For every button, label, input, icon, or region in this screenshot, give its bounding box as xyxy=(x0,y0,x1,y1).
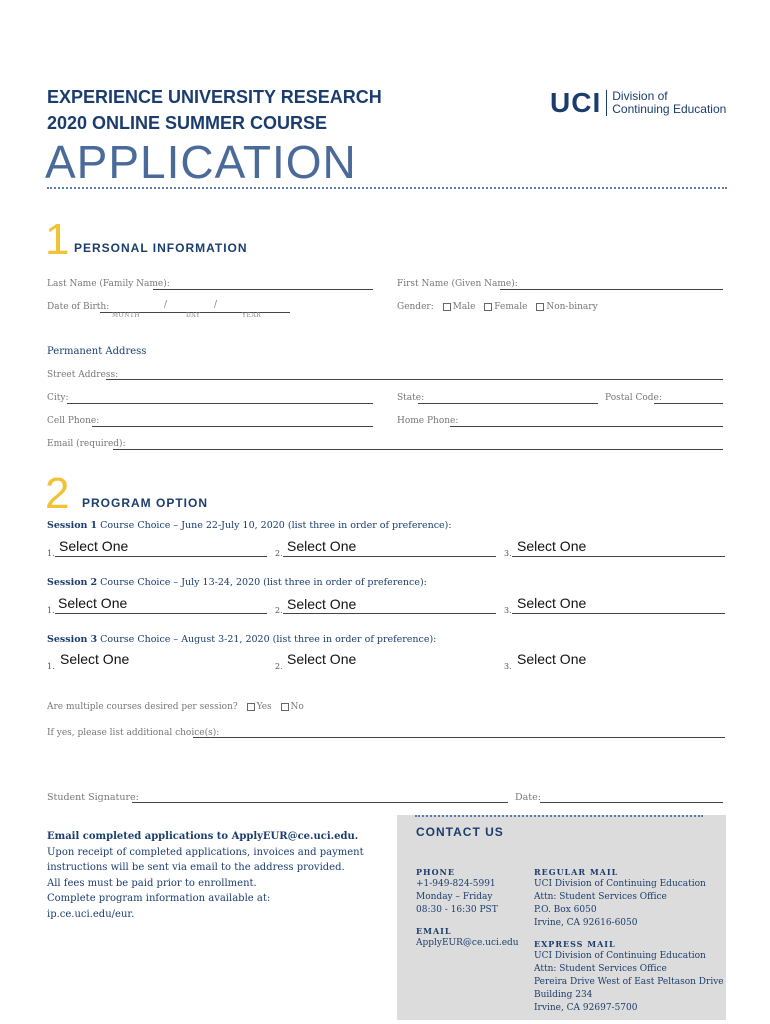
last-name-field[interactable] xyxy=(153,289,373,290)
dob-year-hint: YEAR xyxy=(242,312,262,319)
choice-number: 3. xyxy=(504,662,512,671)
email-label: Email (required): xyxy=(47,439,126,449)
city-label: City: xyxy=(47,393,69,403)
session-1-choice-2-underline xyxy=(283,556,496,557)
regular-mail-address: UCI Division of Continuing Education Attn: Student Services Office P.O. Box 6050 Irvine, CA 92616-6050 xyxy=(534,879,706,928)
contact-divider xyxy=(415,815,703,817)
dob-label: Date of Birth: xyxy=(47,302,110,312)
contact-box xyxy=(397,815,726,1020)
nonbinary-checkbox[interactable] xyxy=(536,303,544,311)
email-contact-label: EMAIL xyxy=(416,926,452,936)
choice-number: 2. xyxy=(275,549,283,558)
city-field[interactable] xyxy=(67,403,373,404)
dob-slash-1: / xyxy=(164,300,168,310)
additional-choices-field[interactable] xyxy=(193,737,725,738)
express-mail-label: EXPRESS MAIL xyxy=(534,939,616,949)
gender-label: Gender: xyxy=(397,302,434,312)
choice-number: 1. xyxy=(47,549,55,558)
choice-number: 1. xyxy=(47,662,55,671)
signature-label: Student Signature: xyxy=(47,792,139,803)
street-field[interactable] xyxy=(106,379,723,380)
dob-day-hint: DAY xyxy=(186,312,201,319)
cell-label: Cell Phone: xyxy=(47,416,100,426)
phone-value: +1-949-824-5991 Monday – Friday 08:30 - 16:30 PST xyxy=(416,879,498,915)
session-1-choice-2-select[interactable]: Select One xyxy=(287,538,357,554)
submission-instructions: Email completed applications to ApplyEUR@ce.uci.edu. Upon receipt of completed applications, invoices and payment instructions will be sent via email to the address provided. All fees must be paid prior to enrollment. Complete program information available at: ip.ce.uci.edu/eur. xyxy=(47,829,377,922)
express-mail-address: UCI Division of Continuing Education Attn: Student Services Office Pereira Drive West of East Peltason Drive Building 234 Irvine, CA 92697-5700 xyxy=(534,951,724,1013)
section-2-heading: PROGRAM OPTION xyxy=(82,496,209,510)
dob-month-hint: MONTH xyxy=(112,312,141,319)
male-label: Male xyxy=(452,302,476,312)
section-1-number: 1 xyxy=(45,215,70,264)
choice-number: 2. xyxy=(275,662,283,671)
phone-label: PHONE xyxy=(416,867,455,877)
uci-logo xyxy=(550,88,726,118)
additional-choices-label: If yes, please list additional choice(s): xyxy=(47,728,220,738)
logo-text: Division of Continuing Education xyxy=(612,89,727,116)
email-contact-value[interactable]: ApplyEUR@ce.uci.edu xyxy=(416,938,519,948)
female-checkbox[interactable] xyxy=(484,303,492,311)
session-2-choice-1-select[interactable]: Select One xyxy=(58,595,128,611)
choice-number: 2. xyxy=(275,606,283,615)
choice-number: 3. xyxy=(504,606,512,615)
section-1-heading: PERSONAL INFORMATION xyxy=(74,241,248,255)
signature-field[interactable] xyxy=(132,802,508,803)
permanent-address-heading: Permanent Address xyxy=(47,346,147,357)
first-name-field[interactable] xyxy=(500,289,723,290)
session-2-choice-3-select[interactable]: Select One xyxy=(517,595,587,611)
logo-mark: UCI xyxy=(550,87,602,118)
session-3-choice-3-select[interactable]: Select One xyxy=(517,651,587,667)
street-label: Street Address: xyxy=(47,370,119,380)
session-2-choice-2-select[interactable]: Select One xyxy=(287,596,357,612)
session-1-choice-3-select[interactable]: Select One xyxy=(517,538,587,554)
title-divider xyxy=(47,187,727,189)
session-2-label: Session 2 Course Choice – July 13-24, 2020 (list three in order of preference): xyxy=(47,577,427,588)
cell-field[interactable] xyxy=(92,426,373,427)
postal-field[interactable] xyxy=(654,403,723,404)
multiple-courses-question: Are multiple courses desired per session? xyxy=(47,702,238,712)
date-field[interactable] xyxy=(540,802,723,803)
choice-number: 1. xyxy=(47,606,55,615)
female-label: Female xyxy=(494,302,528,312)
yes-checkbox[interactable] xyxy=(247,703,255,711)
male-checkbox[interactable] xyxy=(443,303,451,311)
session-1-label: Session 1 Course Choice – June 22-July 10, 2020 (list three in order of preference): xyxy=(47,520,452,531)
first-name-label: First Name (Given Name): xyxy=(397,279,518,289)
session-2-choice-2-underline xyxy=(283,613,496,614)
session-1-choice-3-underline xyxy=(512,556,725,557)
state-label: State: xyxy=(397,393,425,403)
dob-slash-2: / xyxy=(214,300,218,310)
gender-group xyxy=(397,302,598,312)
no-label: No xyxy=(290,702,304,712)
session-3-label: Session 3 Course Choice – August 3-21, 2020 (list three in order of preference): xyxy=(47,634,437,645)
home-label: Home Phone: xyxy=(397,416,459,426)
section-2-number: 2 xyxy=(45,469,70,518)
postal-label: Postal Code: xyxy=(605,393,662,403)
no-checkbox[interactable] xyxy=(281,703,289,711)
session-3-choice-1-select[interactable]: Select One xyxy=(60,651,130,667)
header-line-2: 2020 ONLINE SUMMER COURSE xyxy=(47,113,328,133)
date-label: Date: xyxy=(515,792,541,803)
state-field[interactable] xyxy=(418,403,598,404)
choice-number: 3. xyxy=(504,549,512,558)
regular-mail-label: REGULAR MAIL xyxy=(534,867,619,877)
nonbinary-label: Non-binary xyxy=(546,302,598,312)
last-name-label: Last Name (Family Name): xyxy=(47,279,170,289)
home-field[interactable] xyxy=(450,426,723,427)
multiple-courses-group xyxy=(47,702,304,712)
program-info-link[interactable]: ip.ce.uci.edu/eur. xyxy=(47,908,135,920)
session-2-choice-1-underline xyxy=(55,613,267,614)
page-title: APPLICATION xyxy=(45,136,357,188)
session-3-choice-2-select[interactable]: Select One xyxy=(287,651,357,667)
logo-separator xyxy=(606,90,607,116)
session-2-choice-3-underline xyxy=(512,613,725,614)
contact-heading: CONTACT US xyxy=(416,825,504,839)
email-field[interactable] xyxy=(113,449,723,450)
session-1-choice-1-select[interactable]: Select One xyxy=(59,538,129,554)
header-line-1: EXPERIENCE UNIVERSITY RESEARCH xyxy=(47,87,382,107)
session-1-choice-1-underline xyxy=(55,556,267,557)
yes-label: Yes xyxy=(256,702,272,712)
